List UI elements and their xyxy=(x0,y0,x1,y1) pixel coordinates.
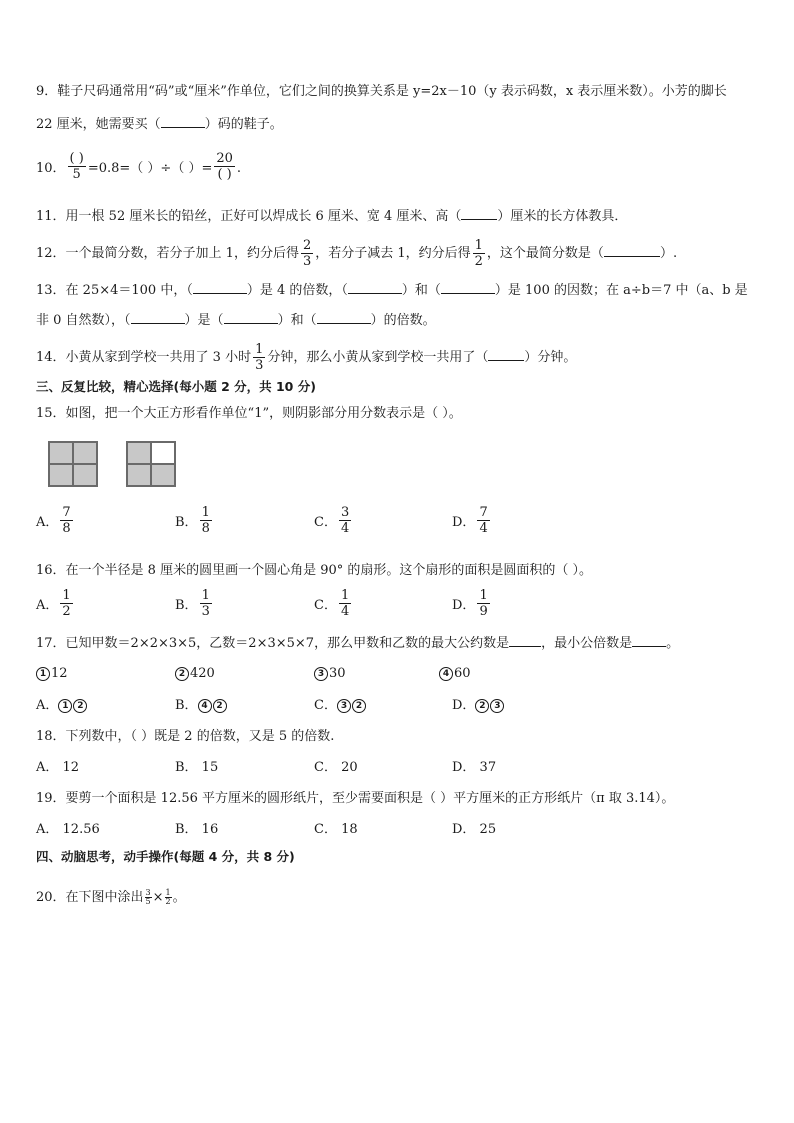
q17-item-1 xyxy=(36,665,68,683)
q13-blank-1[interactable] xyxy=(193,281,247,294)
option-fraction xyxy=(477,588,489,619)
q12-text-b: ，若分子减去 1，约分后得 xyxy=(315,246,471,261)
q10-fraction-2-numerator: 20 xyxy=(216,151,233,166)
option-letter: A． xyxy=(36,598,59,613)
q16-option-a[interactable] xyxy=(36,588,75,619)
q16-option-b[interactable] xyxy=(175,588,214,619)
q19-option-a[interactable]: A． 12.56 xyxy=(36,822,100,837)
circled-number-icon: 2 xyxy=(475,699,489,713)
q15-square-partial-cell-unshaded xyxy=(152,443,174,463)
q20-fraction-2-numerator: 1 xyxy=(165,888,171,897)
q9-answer-blank[interactable] xyxy=(161,115,205,128)
q17-text-b: ，最小公倍数是 xyxy=(541,636,633,651)
q17-item-value: 420 xyxy=(190,666,215,681)
q16-option-d[interactable] xyxy=(452,588,492,619)
option-numerator: 1 xyxy=(62,588,71,603)
option-letter: C． xyxy=(314,698,337,713)
q9-line2 xyxy=(36,115,283,134)
q20-fraction-1 xyxy=(145,889,152,906)
q20-times-sign: × xyxy=(152,890,164,905)
option-denominator: 8 xyxy=(201,521,210,536)
q11-text-a: 11．用一根 52 厘米长的铅丝，正好可以焊成长 6 厘米、宽 4 厘米、高（ xyxy=(36,209,462,224)
q20-fraction-1-denominator: 5 xyxy=(145,897,151,906)
q9-text-a: 22 厘米，她需要买（ xyxy=(36,117,161,132)
q20 xyxy=(36,887,186,909)
q19-text: 19．要剪一个面积是 12.56 平方厘米的圆形纸片，至少需要面积是（ ）平方厘米的正方形纸片（π 取 3.14）。 xyxy=(36,791,675,806)
q17-option-b[interactable] xyxy=(175,697,228,715)
q14-answer-blank[interactable] xyxy=(488,348,524,361)
option-numerator: 1 xyxy=(479,588,488,603)
circled-number-icon: 1 xyxy=(36,667,50,681)
option-denominator: 4 xyxy=(479,521,488,536)
circled-number-icon: 4 xyxy=(439,667,453,681)
q15-square-full-cell xyxy=(50,443,72,463)
option-numerator: 1 xyxy=(340,588,350,603)
circled-number-icon: 4 xyxy=(198,699,212,713)
option-numerator: 1 xyxy=(201,505,210,520)
circled-number-icon: 1 xyxy=(58,699,72,713)
q15-square-partial-cell xyxy=(152,465,174,485)
q15-option-d[interactable] xyxy=(452,505,492,536)
option-letter: A． xyxy=(36,515,59,530)
q16-text: 16．在一个半径是 8 厘米的圆里画一个圆心角是 90° 的扇形。这个扇形的面积是圆面积的（ ）。 xyxy=(36,563,593,578)
q19-option-d[interactable]: D． 25 xyxy=(452,822,497,837)
circled-number-icon: 2 xyxy=(73,699,87,713)
q14 xyxy=(36,340,576,376)
q12-fraction-1 xyxy=(301,238,313,269)
q10-fraction-2-denominator[interactable]: ( ) xyxy=(217,167,232,182)
option-denominator: 9 xyxy=(479,604,488,619)
q17-blank-lcm[interactable] xyxy=(632,634,666,647)
option-fraction xyxy=(60,588,72,619)
circled-number-icon: 3 xyxy=(337,699,351,713)
q17-item-3 xyxy=(314,665,346,683)
q17-text xyxy=(36,634,679,653)
q13-text-b: ）是 4 的倍数，（ xyxy=(246,283,348,298)
q12 xyxy=(36,236,677,272)
option-denominator: 3 xyxy=(201,604,210,619)
q13-text-a: 13．在 25×4＝100 中，（ xyxy=(36,283,193,298)
q12-fraction-1-denominator: 3 xyxy=(302,254,312,269)
q10-fraction-1-numerator[interactable]: ( ) xyxy=(69,151,84,166)
q13-text-h: ）的倍数。 xyxy=(370,313,436,328)
q15-option-b[interactable] xyxy=(175,505,214,536)
option-letter: B． xyxy=(175,698,198,713)
q15-square-full-cell xyxy=(50,465,72,485)
q20-text-b: 。 xyxy=(172,890,186,905)
q13-text-e: 非 0 自然数），（ xyxy=(36,313,131,328)
q17-item-2 xyxy=(175,665,215,683)
q17-text-c: 。 xyxy=(666,636,680,651)
q17-option-c[interactable] xyxy=(314,697,367,715)
option-fraction xyxy=(339,588,351,619)
q18-option-b[interactable]: B． 15 xyxy=(175,760,219,775)
q14-fraction xyxy=(253,342,265,373)
q14-text-b: 分钟，那么小黄从家到学校一共用了（ xyxy=(267,350,489,365)
q12-text-c: ，这个最简分数是（ xyxy=(486,246,604,261)
q12-answer-blank[interactable] xyxy=(604,244,660,257)
option-letter: D． xyxy=(452,515,476,530)
q13-line2 xyxy=(36,311,436,330)
q17-item-value: 30 xyxy=(329,666,346,681)
q17-blank-gcd[interactable] xyxy=(509,634,541,647)
q10 xyxy=(36,151,241,187)
q10-end: . xyxy=(236,161,242,176)
q13-blank-5[interactable] xyxy=(224,311,278,324)
q17-item-value: 12 xyxy=(51,666,68,681)
q20-fraction-2-denominator: 2 xyxy=(165,897,171,906)
q15-text: 15．如图，把一个大正方形看作单位“1”，则阴影部分用分数表示是（ ）。 xyxy=(36,406,462,421)
q20-text-a: 20．在下图中涂出 xyxy=(36,890,144,905)
q16-option-c[interactable] xyxy=(314,588,353,619)
q13-text-d: ）是 100 的因数；在 a÷b＝7 中（a、b 是 xyxy=(494,283,748,298)
q20-fraction-2 xyxy=(165,889,172,906)
option-letter: C． xyxy=(314,598,337,613)
q20-fraction-1-numerator: 3 xyxy=(145,888,151,897)
q9-text-b: ）码的鞋子。 xyxy=(204,117,283,132)
q11 xyxy=(36,207,627,226)
q12-fraction-2-denominator: 2 xyxy=(474,254,483,269)
option-numerator: 7 xyxy=(62,505,71,520)
q12-text-a: 12．一个最简分数，若分子加上 1，约分后得 xyxy=(36,246,299,261)
q13-blank-4[interactable] xyxy=(131,311,185,324)
q15-option-c[interactable] xyxy=(314,505,353,536)
q15-square-partial xyxy=(126,441,176,487)
option-denominator: 2 xyxy=(62,604,71,619)
circled-number-icon: 2 xyxy=(352,699,366,713)
section-4-heading: 四、动脑思考，动手操作(每题 4 分，共 8 分) xyxy=(36,849,295,864)
option-fraction xyxy=(200,505,212,536)
q14-fraction-numerator: 1 xyxy=(255,342,264,357)
option-numerator: 3 xyxy=(340,505,350,520)
q10-fraction-1 xyxy=(68,151,86,182)
q18-text: 18．下列数中，（ ）既是 2 的倍数，又是 5 的倍数. xyxy=(36,729,335,744)
q14-fraction-denominator: 3 xyxy=(255,358,264,373)
q12-fraction-2 xyxy=(473,238,485,269)
option-fraction xyxy=(477,505,489,536)
q15-square-full-cell xyxy=(74,443,96,463)
q15-option-a[interactable] xyxy=(36,505,75,536)
q10-number: 10． xyxy=(36,161,66,176)
q17-text-a: 17．已知甲数＝2×2×3×5，乙数＝2×3×5×7，那么甲数和乙数的最大公约数是 xyxy=(36,636,510,651)
q19-option-c[interactable]: C． 18 xyxy=(314,822,358,837)
q13-blank-6[interactable] xyxy=(317,311,371,324)
q17-item-4 xyxy=(439,665,471,683)
q10-fraction-2 xyxy=(214,151,235,182)
option-denominator: 4 xyxy=(340,521,350,536)
q10-middle[interactable]: =0.8=（ ）÷（ ）= xyxy=(87,161,213,176)
q10-fraction-1-denominator: 5 xyxy=(72,167,81,182)
q12-fraction-1-numerator: 2 xyxy=(302,238,312,253)
q17-item-value: 60 xyxy=(454,666,471,681)
option-denominator: 8 xyxy=(62,521,71,536)
option-fraction xyxy=(339,505,351,536)
option-numerator: 1 xyxy=(201,588,210,603)
option-fraction xyxy=(200,588,212,619)
q17-option-a[interactable] xyxy=(36,697,88,715)
q12-text-d: ）. xyxy=(659,246,678,261)
option-letter: C． xyxy=(314,515,337,530)
q18-option-d[interactable]: D． 37 xyxy=(452,760,497,775)
q15-square-partial-cell xyxy=(128,443,150,463)
q11-answer-blank[interactable] xyxy=(461,207,497,220)
q11-text-b: ）厘米的长方体教具． xyxy=(497,209,628,224)
option-letter: A． xyxy=(36,698,59,713)
q15-square-partial-cell xyxy=(128,465,150,485)
q13-line1 xyxy=(36,281,748,300)
circled-number-icon: 2 xyxy=(175,667,189,681)
q13-blank-2[interactable] xyxy=(348,281,402,294)
q19-option-b[interactable]: B． 16 xyxy=(175,822,219,837)
q13-text-c: ）和（ xyxy=(401,283,441,298)
q14-text-a: 14．小黄从家到学校一共用了 3 小时 xyxy=(36,350,252,365)
option-letter: D． xyxy=(452,598,476,613)
option-letter: B． xyxy=(175,598,198,613)
q18-option-a[interactable]: A． 12 xyxy=(36,760,80,775)
q14-text-c: ）分钟。 xyxy=(524,350,577,365)
q9-line1: 9．鞋子尺码通常用“码”或“厘米”作单位，它们之间的换算关系是 y=2x－10（y 表示码数，x 表示厘米数）。小芳的脚长 xyxy=(36,84,727,99)
q18-option-c[interactable]: C． 20 xyxy=(314,760,358,775)
q15-square-full xyxy=(48,441,98,487)
option-letter: B． xyxy=(175,515,198,530)
q13-text-g: ）和（ xyxy=(277,313,317,328)
q12-fraction-2-numerator: 1 xyxy=(474,238,483,253)
q13-text-f: ）是（ xyxy=(184,313,224,328)
q13-blank-3[interactable] xyxy=(441,281,495,294)
section-3-heading: 三、反复比较，精心选择(每小题 2 分，共 10 分) xyxy=(36,379,316,394)
circled-number-icon: 2 xyxy=(213,699,227,713)
option-denominator: 4 xyxy=(340,604,350,619)
circled-number-icon: 3 xyxy=(314,667,328,681)
option-numerator: 7 xyxy=(479,505,488,520)
q17-option-d[interactable] xyxy=(452,697,505,715)
circled-number-icon: 3 xyxy=(490,699,504,713)
option-fraction xyxy=(60,505,72,536)
q15-square-full-cell xyxy=(74,465,96,485)
option-letter: D． xyxy=(452,698,476,713)
